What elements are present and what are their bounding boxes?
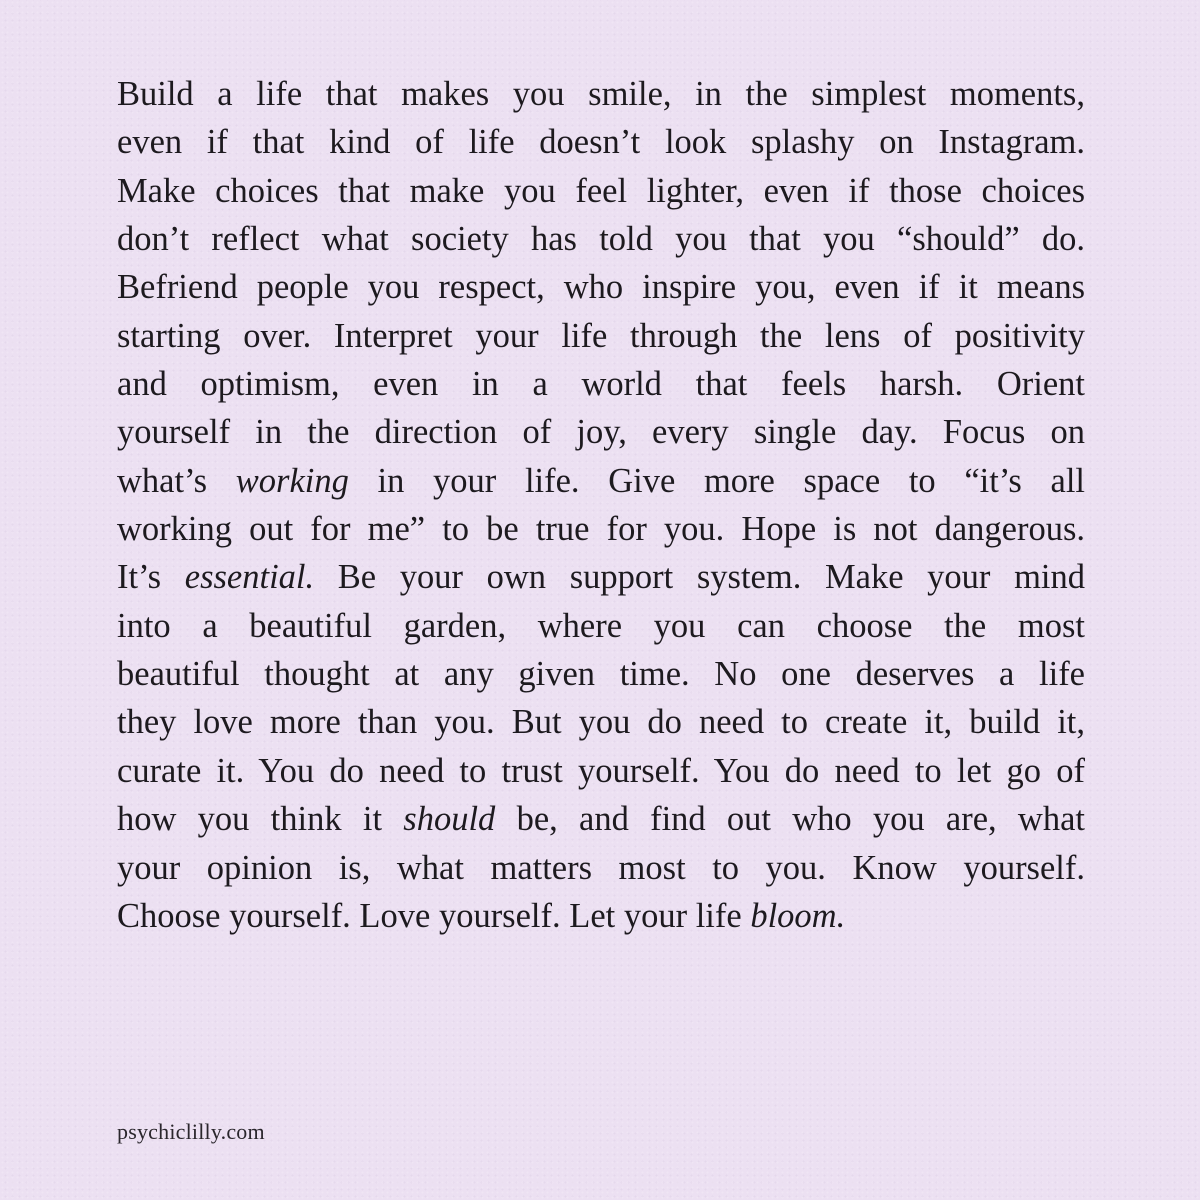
quote-line-emphasis: bloom. <box>750 896 846 935</box>
quote-line-text-after: be, and find out who you are, what <box>495 800 1085 839</box>
quote-line-text: beautiful thought at any given time. No one deserves a life <box>117 655 1085 694</box>
quote-line <box>117 312 1085 360</box>
quote-line-text: what’s <box>117 461 236 500</box>
quote-line <box>117 408 1085 456</box>
quote-line <box>117 892 1085 940</box>
quote-line-emphasis: should <box>403 800 496 839</box>
quote-line <box>117 553 1085 601</box>
quote-line-text: they love more than you. But you do need to create it, build it, <box>117 703 1085 742</box>
quote-line-emphasis: essential. <box>184 558 315 597</box>
quote-line-text: don’t reflect what society has told you that you “should” do. <box>117 220 1085 259</box>
quote-line <box>117 602 1085 650</box>
quote-line-text: Choose yourself. Love yourself. Let your life <box>117 896 751 935</box>
quote-line-text: Befriend people you respect, who inspire you, even if it means <box>117 268 1085 307</box>
quote-line-text: It’s <box>117 558 185 597</box>
quote-line <box>117 263 1085 311</box>
quote-line-emphasis: working <box>235 461 349 500</box>
quote-line <box>117 360 1085 408</box>
quote-line-text: starting over. Interpret your life through the lens of positivity <box>117 316 1085 355</box>
quote-line <box>117 118 1085 166</box>
quote-line-text: Make choices that make you feel lighter, even if those choices <box>117 171 1085 210</box>
quote-line-text-after: Be your own support system. Make your mind <box>314 558 1085 597</box>
quote-line <box>117 215 1085 263</box>
quote-text <box>117 70 1085 940</box>
quote-line-text: yourself in the direction of joy, every single day. Focus on <box>117 413 1085 452</box>
quote-line-text: and optimism, even in a world that feels harsh. Orient <box>117 365 1085 404</box>
quote-line-text: curate it. You do need to trust yourself. You do need to let go of <box>117 751 1085 790</box>
quote-line <box>117 747 1085 795</box>
quote-line <box>117 844 1085 892</box>
quote-line-text: Build a life that makes you smile, in the simplest moments, <box>117 75 1085 113</box>
quote-line <box>117 698 1085 746</box>
quote-line-text: working out for me” to be true for you. Hope is not dangerous. <box>117 510 1085 549</box>
quote-line <box>117 70 1085 118</box>
quote-line <box>117 457 1085 505</box>
quote-line <box>117 505 1085 553</box>
quote-line <box>117 795 1085 843</box>
quote-line-text-after: in your life. Give more space to “it’s all <box>348 461 1085 500</box>
quote-line <box>117 650 1085 698</box>
quote-line <box>117 167 1085 215</box>
quote-line-text: into a beautiful garden, where you can choose the most <box>117 606 1085 645</box>
source-website: psychiclilly.com <box>117 1119 265 1144</box>
quote-line-text: how you think it <box>117 800 404 839</box>
quote-line-text: even if that kind of life doesn’t look splashy on Instagram. <box>117 123 1085 162</box>
quote-line-text: your opinion is, what matters most to you. Know yourself. <box>117 848 1085 887</box>
